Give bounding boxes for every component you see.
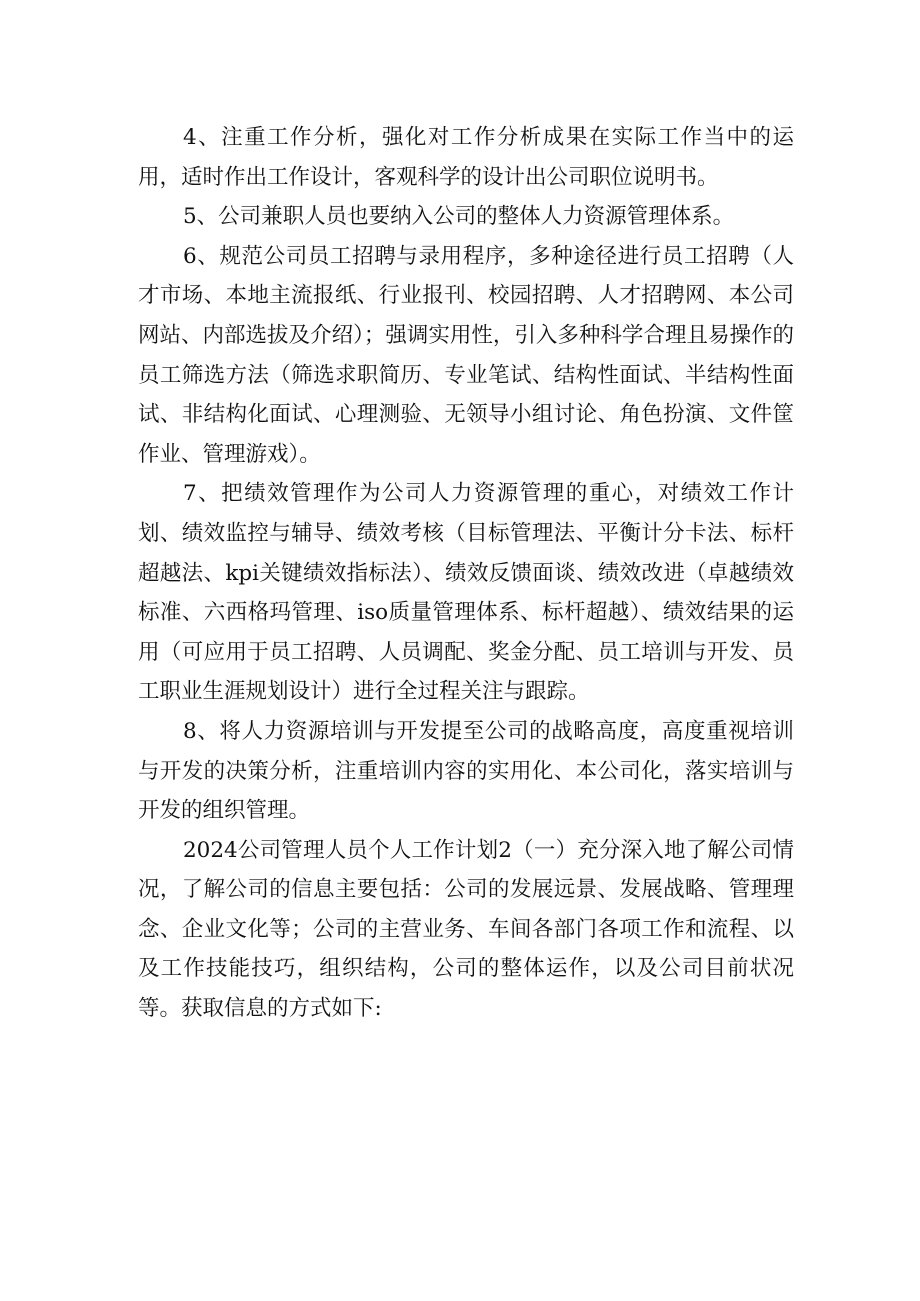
paragraph-item-5: 5、公司兼职人员也要纳入公司的整体人力资源管理体系。 — [183, 204, 735, 230]
document-page — [138, 118, 794, 1029]
paragraph-plan-intro: 2024公司管理人员个人工作计划2（一）充分深入地了解公司情况，了解公司的信息主要包括：公司的发展远景、发展战略、管理理念、企业文化等；公司的主营业务、车间各部门各项工作和流程、以及工作技能技巧，组织结构，公司的整体运作，以及公司目前状况等。获取信息的方式如下: — [138, 837, 794, 1022]
paragraph-item-4: 4、注重工作分析，强化对工作分析成果在实际工作当中的运用，适时作出工作设计，客观科学的设计出公司职位说明书。 — [138, 125, 794, 190]
paragraph-item-7: 7、把绩效管理作为公司人力资源管理的重心，对绩效工作计划、绩效监控与辅导、绩效考核（目标管理法、平衡计分卡法、标杆超越法、kpi关键绩效指标法）、绩效反馈面谈、绩效改进（卓越绩效标准、六西格玛管理、iso质量管理体系、标杆超越）、绩效结果的运用（可应用于员工招聘、人员调配、奖金分配、员工培训与开发、员工职业生涯规划设计）进行全过程关注与跟踪。 — [138, 481, 794, 705]
paragraph-item-6: 6、规范公司员工招聘与录用程序，多种途径进行员工招聘（人才市场、本地主流报纸、行业报刊、校园招聘、人才招聘网、本公司网站、内部选拔及介绍）；强调实用性，引入多种科学合理且易操作的员工筛选方法（筛选求职简历、专业笔试、结构性面试、半结构性面试、非结构化面试、心理测验、无领导小组讨论、角色扮演、文件筐作业、管理游戏）。 — [138, 243, 794, 467]
paragraph-item-8: 8、将人力资源培训与开发提至公司的战略高度，高度重视培训与开发的决策分析，注重培训内容的实用化、本公司化，落实培训与开发的组织管理。 — [138, 718, 794, 824]
